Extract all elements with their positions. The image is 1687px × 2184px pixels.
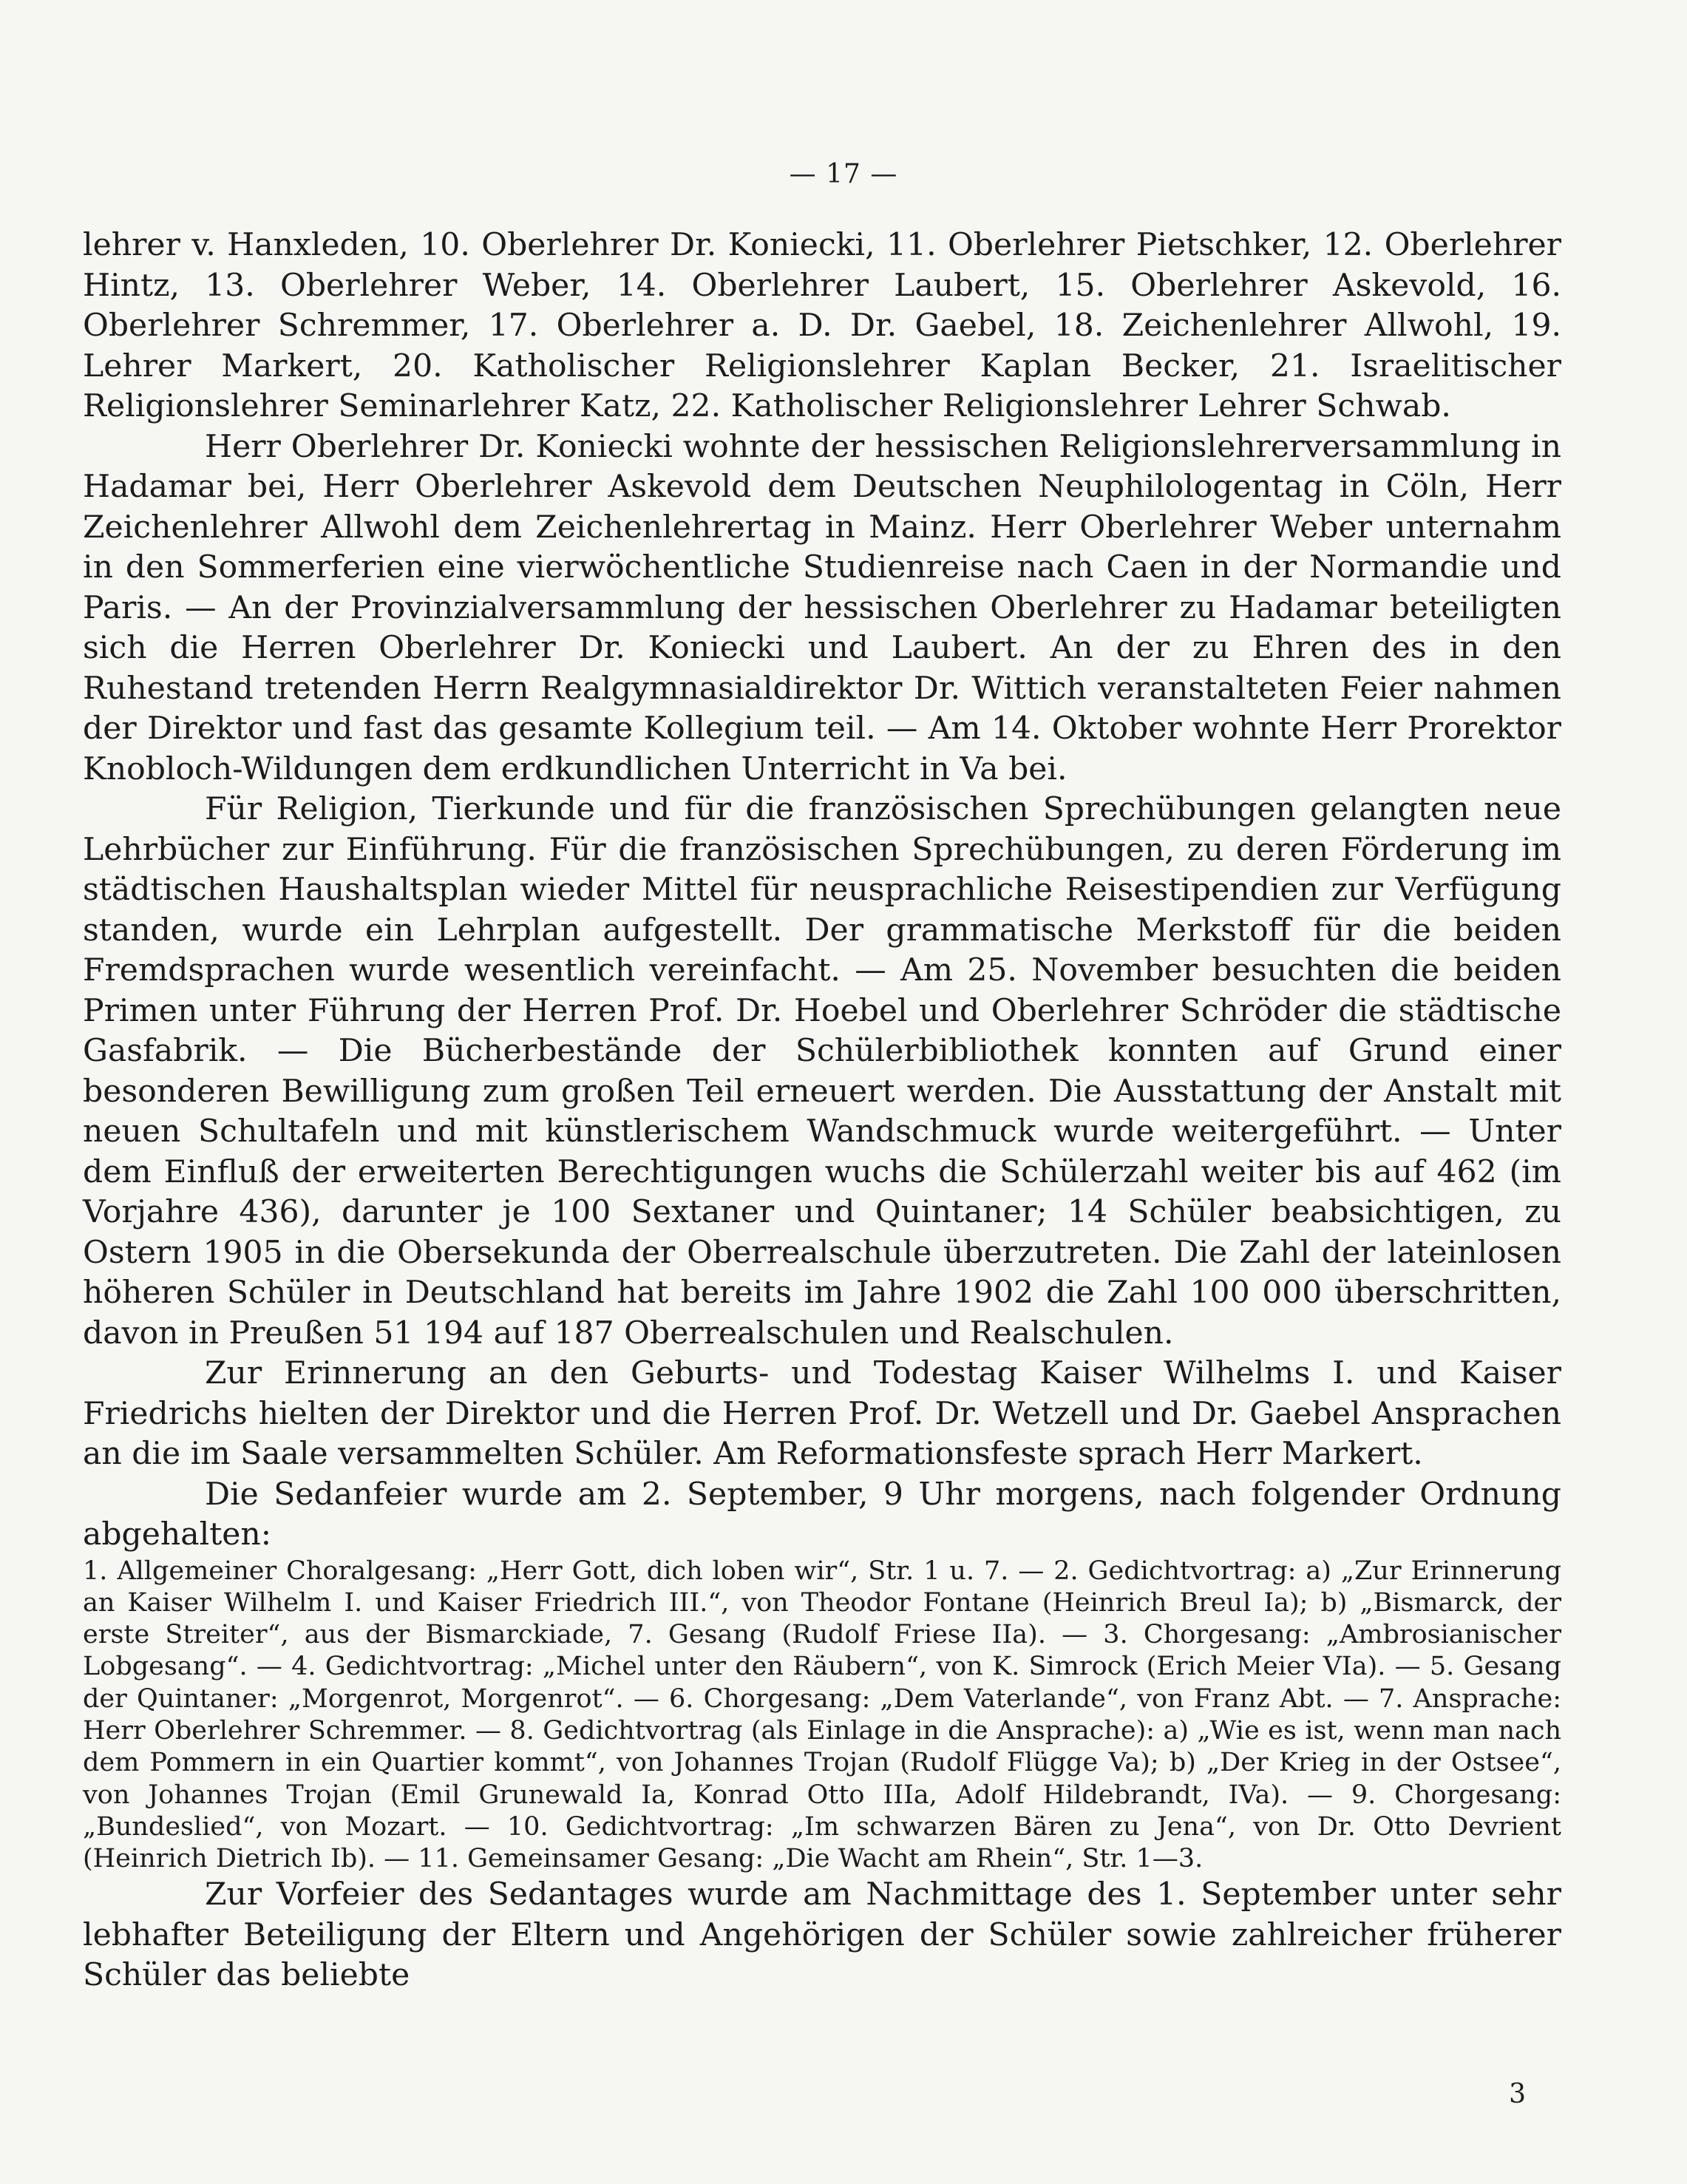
paragraph-conferences: Herr Oberlehrer Dr. Koniecki wohnte der hessischen Religionslehrerversammlung in Hadamar bei, Herr Oberlehrer Askevold dem Deutschen Neuphilologentag in Cöln, Herr Zeichenlehrer Allwohl dem Zeichenlehrertag in Mainz. Herr Oberlehrer Weber unternahm in den Sommerferien eine vierwöchentliche Studienreise nach Caen in der Normandie und Paris. — An der Provinzialversammlung der hessischen Oberlehrer zu Hadamar beteiligten sich die Herren Oberlehrer Dr. Koniecki und Laubert. An der zu Ehren des in den Ruhestand tretenden Herrn Realgymnasialdirektor Dr. Wittich veranstalteten Feier nahmen der Direktor und fast das gesamte Kollegium teil. — Am 14. Oktober wohnte Herr Prorektor Knobloch-Wildungen dem erdkundlichen Unterricht in Va bei. [83, 428, 1561, 787]
paragraph-sedan-intro: Die Sedanfeier wurde am 2. September, 9 Uhr morgens, nach folgender Ordnung abgehalten: [83, 1476, 1561, 1553]
program-list: 1. Allgemeiner Choralgesang: „Herr Gott, dich loben wir“, Str. 1 u. 7. — 2. Gedichtvortrag: a) „Zur Erinnerung an Kaiser Wilhelm I. und Kaiser Friedrich III.“, von Theodor Fontane (Heinrich Breul Ia); b) „Bismarck, der erste Streiter“, aus der Bismarckiade, 7. Gesang (Rudolf Friese IIa). — 3. Chorgesang: „Ambrosianischer Lobgesang“. — 4. Gedichtvortrag: „Michel unter den Räubern“, von K. Simrock (Erich Meier VIa). — 5. Gesang der Quintaner: „Morgenrot, Morgenrot“. — 6. Chorgesang: „Dem Vaterlande“, von Franz Abt. — 7. Ansprache: Herr Oberlehrer Schremmer. — 8. Gedichtvortrag (als Einlage in die Ansprache): a) „Wie es ist, wenn man nach dem Pommern in ein Quartier kommt“, von Johannes Trojan (Rudolf Flügge Va); b) „Der Krieg in der Ostsee“, von Johannes Trojan (Emil Grunewald Ia, Konrad Otto IIIa, Adolf Hildebrandt, IVa). — 9. Chorgesang: „Bundeslied“, von Mozart. — 10. Gedichtvortrag: „Im schwarzen Bären zu Jena“, von Dr. Otto Devrient (Heinrich Dietrich Ib). — 11. Gemeinsamer Gesang: „Die Wacht am Rhein“, Str. 1—3. [83, 1556, 1561, 1874]
paragraph-textbooks: Für Religion, Tierkunde und für die französischen Sprechübungen gelangten neue Lehrbücher zur Einführung. Für die französischen Sprechübungen, zu deren Förderung im städtischen Haushaltsplan wieder Mittel für neusprachliche Reisestipendien zur Verfügung standen, wurde ein Lehrplan aufgestellt. Der grammatische Merkstoff für die beiden Fremdsprachen wurde wesentlich vereinfacht. — Am 25. November besuchten die beiden Primen unter Führung der Herren Prof. Dr. Hoebel und Oberlehrer Schröder die städtische Gasfabrik. — Die Bücherbestände der Schülerbibliothek konnten auf Grund einer besonderen Bewilligung zum großen Teil erneuert werden. Die Ausstattung der Anstalt mit neuen Schultafeln und mit künstlerischem Wandschmuck wurde weitergeführt. — Unter dem Einfluß der erweiterten Berechtigungen wuchs die Schülerzahl weiter bis auf 462 (im Vorjahre 436), darunter je 100 Sextaner und Quintaner; 14 Schüler beabsichtigen, zu Ostern 1905 in die Obersekunda der Oberrealschule überzutreten. Die Zahl der lateinlosen höheren Schüler in Deutschland hat bereits im Jahre 1902 die Zahl 100 000 überschritten, davon in Preußen 51 194 auf 187 Oberrealschulen und Realschulen. [83, 791, 1561, 1352]
signature-mark: 3 [1509, 2079, 1526, 2109]
page-number: — 17 — [789, 159, 898, 189]
paragraph-commemoration: Zur Erinnerung an den Geburts- und Todestag Kaiser Wilhelms I. und Kaiser Friedrichs hielten der Direktor und die Herren Prof. Dr. Wetzell und Dr. Gaebel Ansprachen an die im Saale versammelten Schüler. Am Reformationsfeste sprach Herr Markert. [83, 1355, 1561, 1472]
paragraph-closing: Zur Vorfeier des Sedantages wurde am Nachmittage des 1. September unter sehr lebhafter Beteiligung der Eltern und Angehörigen der Schüler sowie zahlreicher früherer Schüler das beliebte [83, 1876, 1561, 1994]
body-text [83, 225, 1561, 1996]
paragraph-staff-list: lehrer v. Hanxleden, 10. Oberlehrer Dr. Koniecki, 11. Oberlehrer Pietschker, 12. Oberlehrer Hintz, 13. Oberlehrer Weber, 14. Oberlehrer Laubert, 15. Oberlehrer Askevold, 16. Oberlehrer Schremmer, 17. Oberlehrer a. D. Dr. Gaebel, 18. Zeichenlehrer Allwohl, 19. Lehrer Markert, 20. Katholischer Religionslehrer Kaplan Becker, 21. Israelitischer Religionslehrer Seminarlehrer Katz, 22. Katholischer Religionslehrer Lehrer Schwab. [83, 227, 1561, 424]
